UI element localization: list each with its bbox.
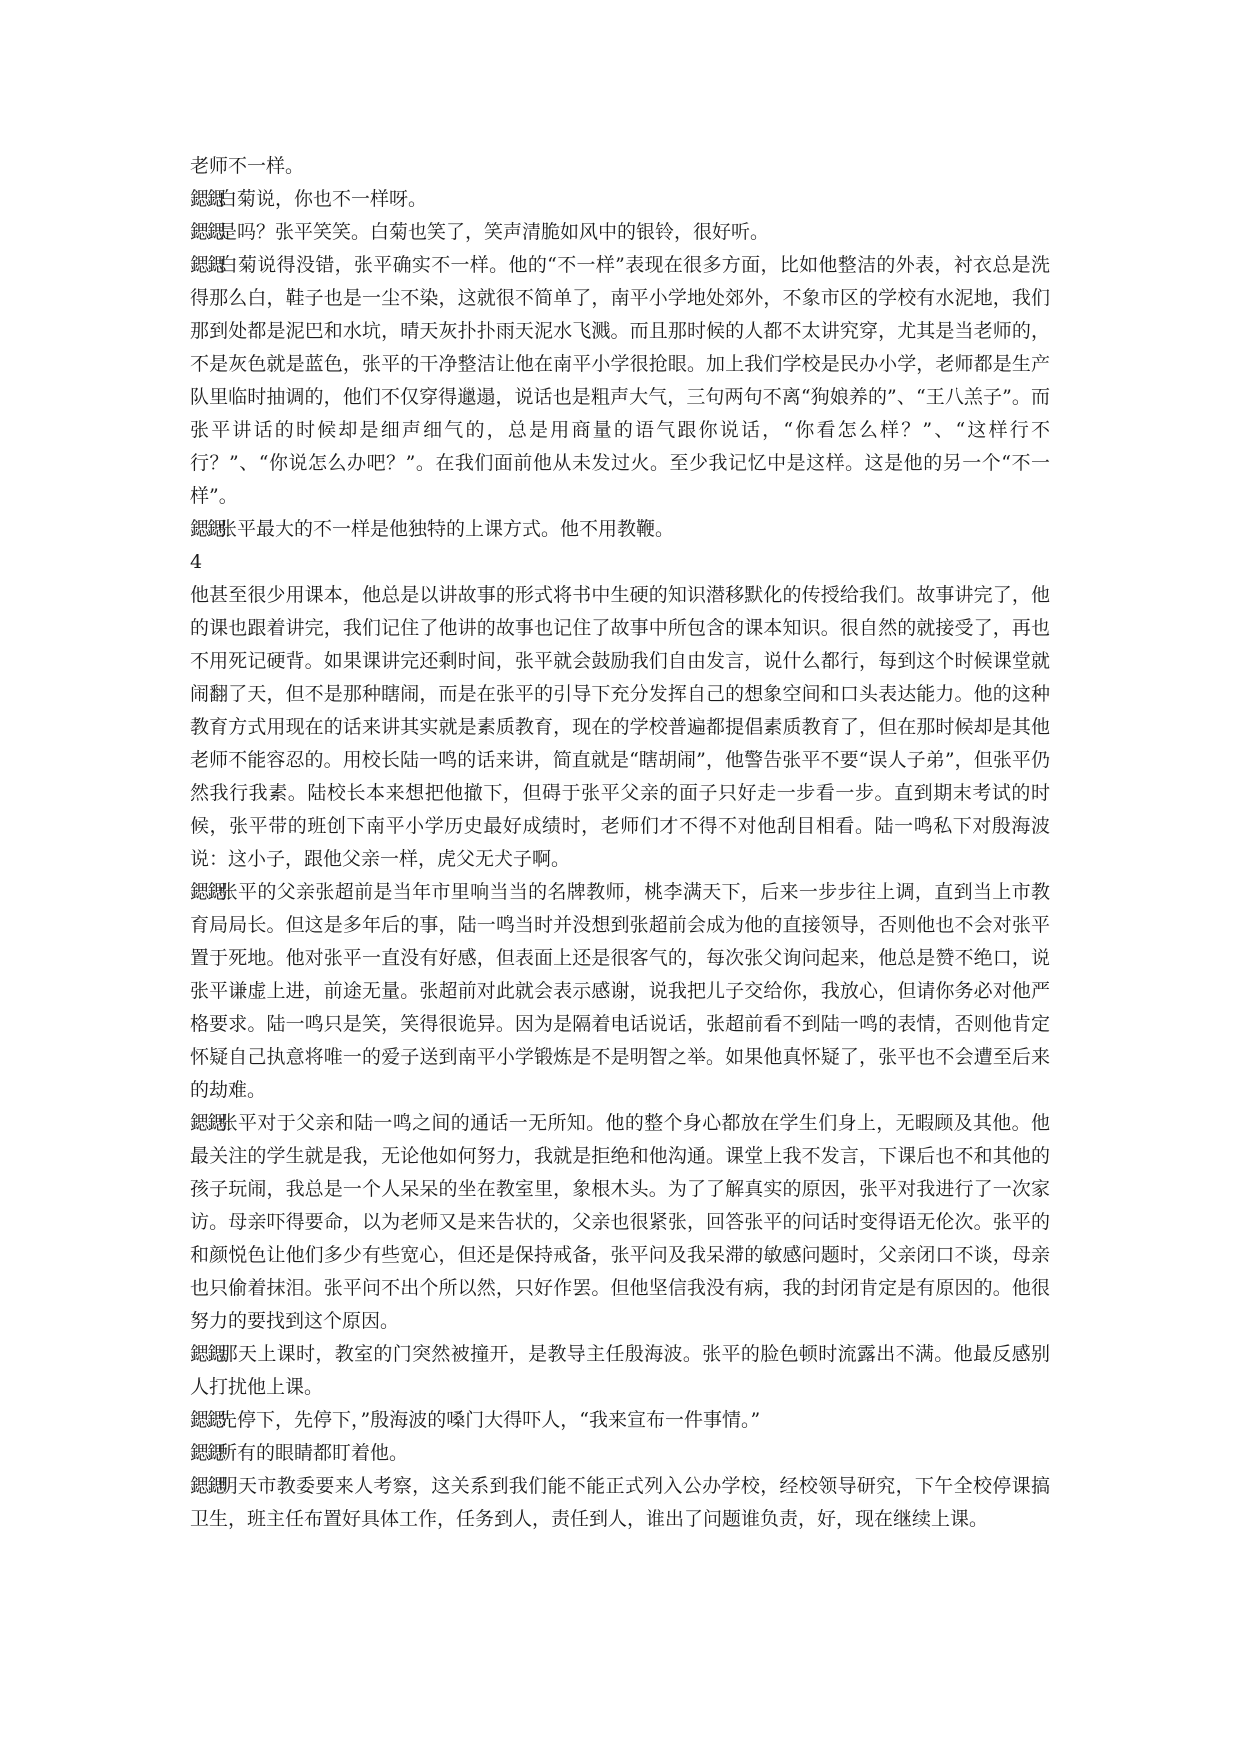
paragraph [190, 513, 1050, 546]
paragraph-marker: 鍶鍶 [190, 1475, 225, 1497]
paragraph-text: 4 [190, 551, 203, 573]
paragraph-marker: 鍶鍶 [190, 188, 225, 210]
paragraph-text: 老师不一样。 [190, 155, 305, 177]
paragraph-marker: 鍶鍶 [190, 221, 225, 243]
paragraph-text: 那天上课时，教室的门突然被撞开，是教导主任殷海波。张平的脸色顿时流露出不满。他最反感别人打扰他上课。 [190, 1343, 1050, 1398]
paragraph-text: 张平对于父亲和陆一鸣之间的通话一无所知。他的整个身心都放在学生们身上，无暇顾及其他。他最关注的学生就是我，无论他如何努力，我就是拒绝和他沟通。课堂上我不发言，下课后也不和其他的孩子玩闹，我总是一个人呆呆的坐在教室里，象根木头。为了了解真实的原因，张平对我进行了一次家访。母亲吓得要命，以为老师又是来告状的，父亲也很紧张，回答张平的问话时变得语无伦次。张平的和颜悦色让他们多少有些宽心，但还是保持戒备，张平问及我呆滞的敏感问题时，父亲闭口不谈，母亲也只偷着抹泪。张平问不出个所以然，只好作罢。但他坚信我没有病，我的封闭肯定是有原因的。他很努力的要找到这个原因。 [190, 1112, 1050, 1332]
paragraph-marker: 鍶鍶 [190, 1112, 225, 1134]
paragraph [190, 183, 1050, 216]
paragraph-text: 张平最大的不一样是他独特的上课方式。他不用教鞭。 [218, 518, 675, 540]
paragraph [190, 216, 1050, 249]
paragraph-text: 张平的父亲张超前是当年市里响当当的名牌教师，桃李满天下，后来一步步往上调，直到当上市教育局局长。但这是多年后的事，陆一鸣当时并没想到张超前会成为他的直接领导，否则他也不会对张平置于死地。他对张平一直没有好感，但表面上还是很客气的，每次张父询问起来，他总是赞不绝口，说张平谦虚上进，前途无量。张超前对此就会表示感谢，说我把儿子交给你，我放心，但请你务必对他严格要求。陆一鸣只是笑，笑得很诡异。因为是隔着电话说话，张超前看不到陆一鸣的表情，否则他肯定怀疑自己执意将唯一的爱子送到南平小学锻炼是不是明智之举。如果他真怀疑了，张平也不会遭至后来的劫难。 [190, 881, 1050, 1101]
paragraph-marker: 鍶鍶 [190, 254, 225, 276]
paragraph-text: 白菊说，你也不一样呀。 [218, 188, 428, 210]
paragraph [190, 1404, 1050, 1437]
paragraph [190, 1437, 1050, 1470]
paragraph-text: 白菊说得没错，张平确实不一样。他的“不一样”表现在很多方面，比如他整洁的外表，衬衣总是洗得那么白，鞋子也是一尘不染，这就很不简单了，南平小学地处郊外，不象市区的学校有水泥地，我们那到处都是泥巴和水坑，晴天灰扑扑雨天泥水飞溅。而且那时候的人都不太讲究穿，尤其是当老师的，不是灰色就是蓝色，张平的干净整洁让他在南平小学很抢眼。加上我们学校是民办小学，老师都是生产队里临时抽调的，他们不仅穿得邋遢，说话也是粗声大气，三句两句不离“狗娘养的”、“王八羔子”。而张平讲话的时候却是细声细气的，总是用商量的语气跟你说话，“你看怎么样？”、“这样行不行？”、“你说怎么办吧？”。在我们面前他从未发过火。至少我记忆中是这样。这是他的另一个“不一样”。 [190, 254, 1050, 507]
paragraph [190, 1338, 1050, 1404]
paragraph-text: 所有的眼睛都盯着他。 [218, 1442, 409, 1464]
paragraph-marker: 鍶鍶 [190, 1442, 225, 1464]
paragraph-marker: 鍶鍶 [190, 1409, 225, 1431]
paragraph-marker: 鍶鍶 [190, 1343, 225, 1365]
paragraph [190, 249, 1050, 513]
paragraph-text: 是吗？张平笑笑。白菊也笑了，笑声清脆如风中的银铃，很好听。 [218, 221, 770, 243]
paragraph-text: 明天市教委要来人考察，这关系到我们能不能正式列入公办学校，经校领导研究，下午全校停课搞卫生，班主任布置好具体工作，任务到人，责任到人，谁出了问题谁负责，好，现在继续上课。 [190, 1475, 1050, 1530]
paragraph [190, 150, 1050, 183]
paragraph [190, 579, 1050, 876]
paragraph-marker: 鍶鍶 [190, 518, 225, 540]
paragraph-text: 先停下，先停下，”殷海波的嗓门大得吓人，“我来宣布一件事情。” [218, 1409, 761, 1431]
document-body [190, 150, 1050, 1536]
paragraph [190, 546, 1050, 579]
paragraph [190, 876, 1050, 1107]
paragraph-marker: 鍶鍶 [190, 881, 225, 903]
paragraph-text: 他甚至很少用课本，他总是以讲故事的形式将书中生硬的知识潜移默化的传授给我们。故事讲完了，他的课也跟着讲完，我们记住了他讲的故事也记住了故事中所包含的课本知识。很自然的就接受了，再也不用死记硬背。如果课讲完还剩时间，张平就会鼓励我们自由发言，说什么都行，每到这个时候课堂就闹翻了天，但不是那种瞎闹，而是在张平的引导下充分发挥自己的想象空间和口头表达能力。他的这种教育方式用现在的话来讲其实就是素质教育，现在的学校普遍都提倡素质教育了，但在那时候却是其他老师不能容忍的。用校长陆一鸣的话来讲，简直就是“瞎胡闹”，他警告张平不要“误人子弟”，但张平仍然我行我素。陆校长本来想把他撤下，但碍于张平父亲的面子只好走一步看一步。直到期末考试的时候，张平带的班创下南平小学历史最好成绩时，老师们才不得不对他刮目相看。陆一鸣私下对殷海波说：这小子，跟他父亲一样，虎父无犬子啊。 [190, 584, 1050, 870]
paragraph [190, 1470, 1050, 1536]
paragraph [190, 1107, 1050, 1338]
